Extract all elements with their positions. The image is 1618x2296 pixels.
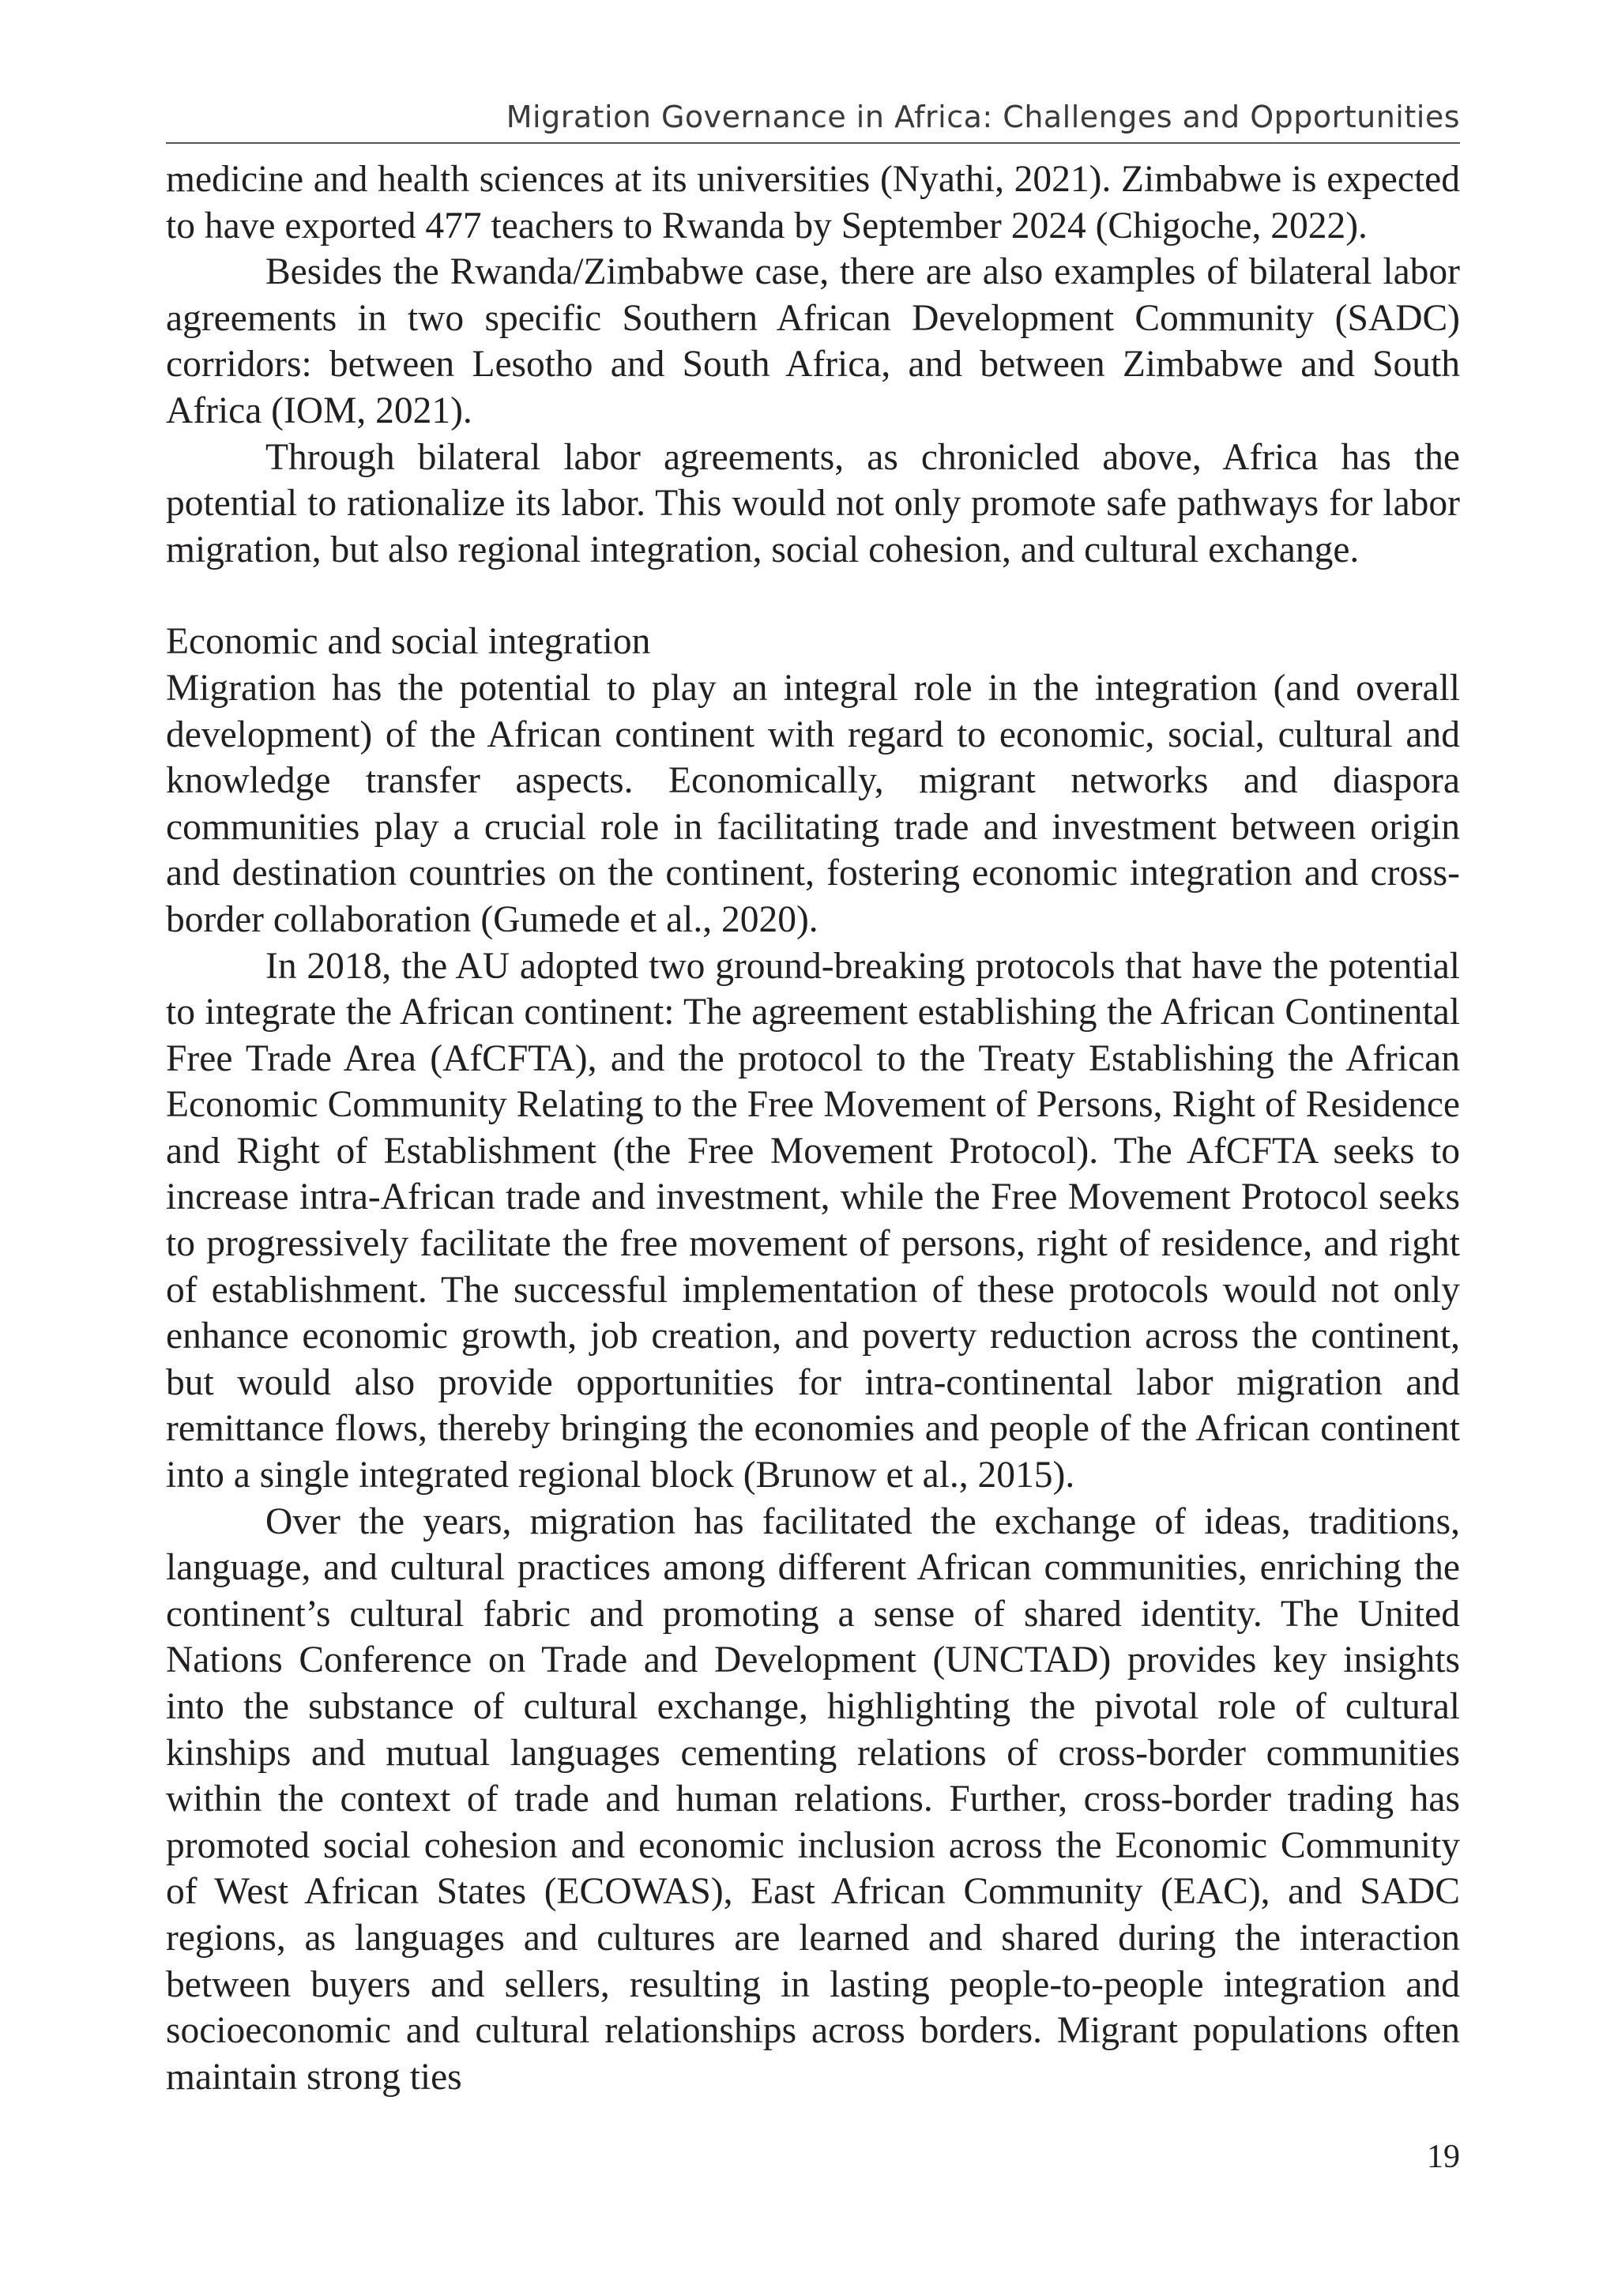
paragraph: Through bilateral labor agreements, as chronicled above, Africa has the potential to rationalize its labor. This would not only promote safe pathways for labor migration, but also regional integration, social cohesion, and cultural exchange. — [166, 436, 1460, 570]
running-header: Migration Governance in Africa: Challenges and Opportunities — [506, 100, 1460, 134]
page-number: 19 — [1427, 2139, 1460, 2175]
paragraph: Migration has the potential to play an integral role in the integration (and overall development) of the African continent with regard to economic, social, cultural and knowledge transfer aspects. Economically, migrant networks and diaspora communities play a crucial role in facilitating trade and investment between origin and destination countries on the continent, fostering economic integration and cross-border collaboration (Gumede et al., 2020). — [166, 667, 1460, 940]
paragraph: In 2018, the AU adopted two ground-breaking protocols that have the potential to integrate the African continent: The agreement establishing the African Continental Free Trade Area (AfCFTA), and the protocol to the Treaty Establishing the African Economic Community Relating to the Free Movement of Persons, Right of Residence and Right of Establishment (the Free Movement Protocol). The AfCFTA seeks to increase intra-African trade and investment, while the Free Movement Protocol seeks to progressively facilitate the free movement of persons, right of residence, and right of establishment. The successful implementation of these protocols would not only enhance economic growth, job creation, and poverty reduction across the continent, but would also provide opportunities for intra-continental labor migration and remittance flows, thereby bringing the economies and people of the African continent into a single integrated regional block (Brunow et al., 2015). — [166, 945, 1460, 1496]
paragraph: Besides the Rwanda/Zimbabwe case, there are also examples of bilateral labor agreements in two specific Southern African Development Community (SADC) corridors: between Lesotho and South Africa, and between Zimbabwe and South Africa (IOM, 2021). — [166, 251, 1460, 431]
body-text — [166, 156, 1460, 2100]
paragraph: medicine and health sciences at its universities (Nyathi, 2021). Zimbabwe is expected to have exported 477 teachers to Rwanda by September 2024 (Chigoche, 2022). — [166, 159, 1460, 247]
section-heading: Economic and social integration — [166, 621, 651, 663]
header-rule — [166, 142, 1460, 144]
paragraph: Over the years, migration has facilitated the exchange of ideas, traditions, language, and cultural practices among different African communities, enriching the continent’s cultural fabric and promoting a sense of shared identity. The United Nations Conference on Trade and Development (UNCTAD) provides key insights into the substance of cultural exchange, highlighting the pivotal role of cultural kinships and mutual languages cementing relations of cross-border communities within the context of trade and human relations. Further, cross-border trading has promoted social cohesion and economic inclusion across the Economic Community of West African States (ECOWAS), East African Community (EAC), and SADC regions, as languages and cultures are learned and shared during the interaction between buyers and sellers, resulting in lasting people-to-people integration and socioeconomic and cultural relationships across borders. Migrant populations often maintain strong ties — [166, 1500, 1460, 2098]
